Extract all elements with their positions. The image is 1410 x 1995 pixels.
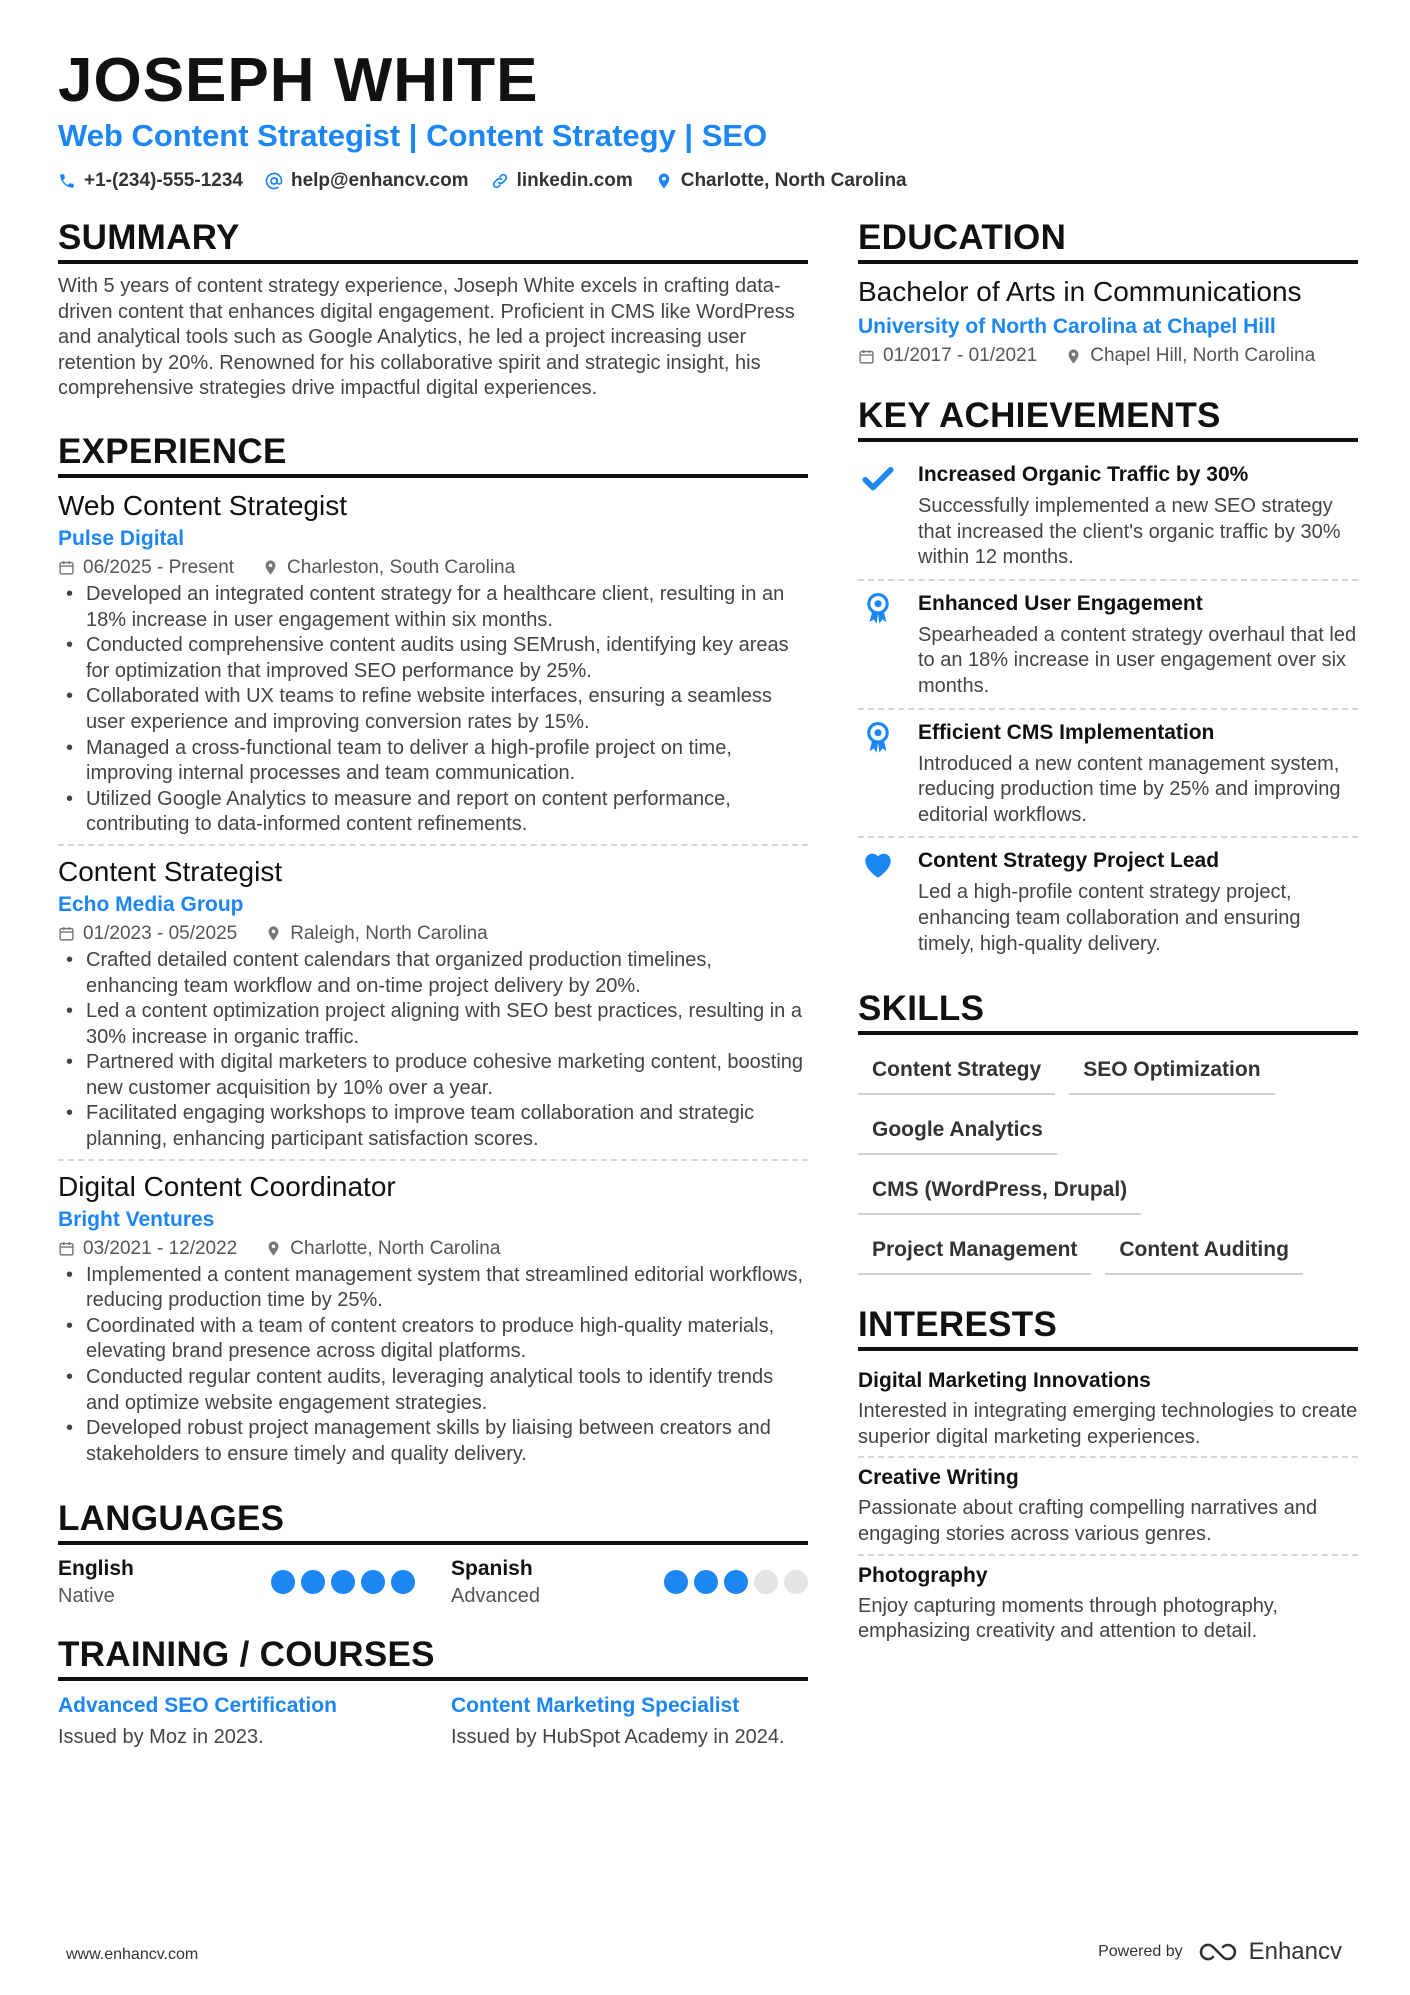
job-entry <box>58 488 808 846</box>
job-location <box>265 1235 500 1263</box>
location-icon <box>265 1240 282 1257</box>
training-section <box>58 1633 808 1751</box>
language-item <box>451 1555 808 1609</box>
footer-branding <box>1098 1938 1342 1966</box>
job-dates-text: 03/2021 - 12/2022 <box>83 1237 238 1259</box>
job-location <box>265 920 488 948</box>
skill-tag: CMS (WordPress, Drupal) <box>858 1169 1141 1215</box>
job-title: Content Strategist <box>58 855 283 887</box>
phone-icon <box>58 172 76 190</box>
skill-tag: Content Strategy <box>858 1049 1055 1095</box>
location-icon <box>655 172 673 190</box>
checkmark-icon <box>861 462 895 496</box>
education-section <box>858 216 1358 370</box>
language-rating <box>271 1570 415 1594</box>
language-name: English <box>58 1557 134 1581</box>
job-bullet: • Coordinated with a team of content creators to produce high-quality materials, elevating brand presence across digital platforms. <box>58 1314 808 1365</box>
job-dates <box>58 920 237 948</box>
job-dates-text: 01/2023 - 05/2025 <box>83 922 238 944</box>
calendar-icon <box>858 348 875 365</box>
achievement-title: Enhanced User Engagement <box>918 591 1203 615</box>
rating-dot <box>391 1570 415 1594</box>
skill-tag: Project Management <box>858 1229 1091 1275</box>
job-entry <box>58 854 808 1161</box>
skills-list <box>858 1045 1358 1275</box>
job-bullet: • Crafted detailed content calendars that organized production timelines, enhancing team workflow and on-time project delivery by 20%. <box>58 948 808 999</box>
rating-dot <box>724 1570 748 1594</box>
rating-dot <box>331 1570 355 1594</box>
interest-item <box>858 1556 1358 1651</box>
education-dates-text: 01/2017 - 01/2021 <box>883 345 1038 366</box>
job-bullet: • Developed robust project management skills by liaising between creators and stakeholders to ensure timely and quality delivery. <box>58 1416 808 1467</box>
job-company: Echo Media Group <box>58 892 244 916</box>
achievement-desc: Introduced a new content management system, reducing production time by 25% and improving editorial workflows. <box>918 752 1341 826</box>
achievement-item <box>858 581 1358 710</box>
interest-title: Digital Marketing Innovations <box>858 1369 1151 1393</box>
job-bullet: • Partnered with digital marketers to produce cohesive marketing content, boosting new customer acquisition by 10% over a year. <box>58 1050 808 1101</box>
education-title: EDUCATION <box>858 216 1358 264</box>
job-bullet: • Implemented a content management system that streamlined editorial workflows, reducing production time by 25%. <box>58 1263 808 1314</box>
skill-tag: Google Analytics <box>858 1109 1057 1155</box>
course-item <box>58 1691 415 1751</box>
skill-tag: SEO Optimization <box>1069 1049 1274 1095</box>
at-icon <box>265 172 283 190</box>
job-bullet: • Conducted regular content audits, leveraging analytical tools to identify trends and optimize website engagement strategies. <box>58 1365 808 1416</box>
achievement-desc: Led a high-profile content strategy project, enhancing team collaboration and ensuring timely, high-quality delivery. <box>918 881 1301 955</box>
job-bullet: • Utilized Google Analytics to measure and report on content performance, contributing to data-informed content refinements. <box>58 787 808 838</box>
language-item <box>58 1555 415 1609</box>
footer-website[interactable]: www.enhancv.com <box>66 1946 199 1963</box>
language-level: Native <box>58 1585 115 1608</box>
interests-title: INTERESTS <box>858 1303 1358 1351</box>
summary-text: With 5 years of content strategy experience, Joseph White excels in crafting data-driven content that enhances digital engagement. Proficient in CMS like WordPress and analytical tools such as Google Analytics, he led a project increasing user retention by 20%. Renowned for his collaborative spirit and strategic insight, his comprehensive strategies drive impactful digital experiences. <box>58 275 795 400</box>
powered-by-text: Powered by <box>1098 1943 1183 1960</box>
rating-dot <box>361 1570 385 1594</box>
education-dates <box>858 342 1037 370</box>
interest-item <box>858 1361 1358 1458</box>
left-column <box>58 216 808 1751</box>
rating-dot <box>301 1570 325 1594</box>
job-bullet: • Led a content optimization project aligning with SEO best practices, resulting in a 30% increase in organic traffic. <box>58 999 808 1050</box>
calendar-icon <box>58 559 75 576</box>
interest-title: Creative Writing <box>858 1466 1019 1490</box>
job-location <box>262 554 515 582</box>
degree: Bachelor of Arts in Communications <box>858 276 1302 307</box>
achievement-item <box>858 710 1358 839</box>
language-name: Spanish <box>451 1557 533 1581</box>
education-location <box>1065 342 1315 370</box>
job-bullet: • Conducted comprehensive content audits using SEMrush, identifying key areas for optimization that improved SEO performance by 25%. <box>58 633 808 684</box>
job-bullet: • Developed an integrated content strategy for a healthcare client, resulting in an 18% increase in user engagement within six months. <box>58 582 808 633</box>
job-meta <box>58 920 808 948</box>
interest-desc: Passionate about crafting compelling narratives and engaging stories across various genres. <box>858 1497 1318 1545</box>
job-title: Web Content Strategist <box>58 489 347 521</box>
job-location-text: Charleston, South Carolina <box>287 556 516 578</box>
achievement-title: Efficient CMS Implementation <box>918 720 1215 744</box>
contact-location-text: Charlotte, North Carolina <box>680 170 907 191</box>
job-dates-text: 06/2025 - Present <box>83 556 235 578</box>
course-item <box>451 1691 808 1751</box>
brand-name: Enhancv <box>1248 1938 1342 1965</box>
contact-linkedin[interactable] <box>491 168 633 194</box>
achievements-section <box>858 394 1358 965</box>
rating-dot <box>664 1570 688 1594</box>
rating-dot <box>784 1570 808 1594</box>
education-location-text: Chapel Hill, North Carolina <box>1090 345 1316 366</box>
interest-desc: Interested in integrating emerging technologies to create superior digital marketing experiences. <box>858 1400 1358 1448</box>
job-bullets <box>58 948 808 1153</box>
job-meta <box>58 1235 808 1263</box>
summary-section <box>58 216 808 402</box>
candidate-name: JOSEPH WHITE <box>58 46 539 115</box>
achievement-item <box>858 452 1358 581</box>
education-meta <box>858 342 1358 370</box>
training-list <box>58 1691 808 1751</box>
course-desc: Issued by HubSpot Academy in 2024. <box>451 1726 785 1749</box>
achievement-title: Increased Organic Traffic by 30% <box>918 463 1249 486</box>
contact-email[interactable] <box>265 168 469 194</box>
summary-title: SUMMARY <box>58 216 808 264</box>
award-ribbon-icon <box>861 720 895 754</box>
achievement-desc: Spearheaded a content strategy overhaul that led to an 18% increase in user engagement over six months. <box>918 623 1357 697</box>
course-title: Advanced SEO Certification <box>58 1694 337 1718</box>
achievement-item <box>858 838 1358 965</box>
calendar-icon <box>58 1240 75 1257</box>
experience-title: EXPERIENCE <box>58 430 808 478</box>
language-rating <box>664 1570 808 1594</box>
contact-phone[interactable] <box>58 168 243 194</box>
training-title: TRAINING / COURSES <box>58 1633 808 1681</box>
language-level: Advanced <box>451 1585 540 1608</box>
job-bullets <box>58 1263 808 1468</box>
interests-section <box>858 1303 1358 1651</box>
job-bullet: • Facilitated engaging workshops to improve team collaboration and strategic planning, enhancing participant satisfaction scores. <box>58 1101 808 1152</box>
location-icon <box>262 559 279 576</box>
skills-title: SKILLS <box>858 987 1358 1035</box>
job-bullet: • Managed a cross-functional team to deliver a high-profile project on time, improving internal processes and team communication. <box>58 736 808 787</box>
location-icon <box>265 925 282 942</box>
course-title: Content Marketing Specialist <box>451 1694 740 1718</box>
rating-dot <box>754 1570 778 1594</box>
job-meta <box>58 554 808 582</box>
interest-item <box>858 1458 1358 1555</box>
job-company: Pulse Digital <box>58 526 185 550</box>
calendar-icon <box>58 925 75 942</box>
experience-section <box>58 430 808 1473</box>
contact-email-text: help@enhancv.com <box>290 170 469 191</box>
interest-desc: Enjoy capturing moments through photography, emphasizing creativity and attention to detail. <box>858 1594 1278 1643</box>
job-dates <box>58 554 234 582</box>
job-title: Digital Content Coordinator <box>58 1170 396 1202</box>
school: University of North Carolina at Chapel Hill <box>858 315 1276 338</box>
languages-section <box>58 1497 808 1609</box>
languages-title: LANGUAGES <box>58 1497 808 1545</box>
job-dates <box>58 1235 237 1263</box>
languages-list <box>58 1555 808 1609</box>
job-company: Bright Ventures <box>58 1207 215 1231</box>
achievement-title: Content Strategy Project Lead <box>918 849 1220 873</box>
contact-location <box>655 168 907 194</box>
right-column <box>858 216 1358 1651</box>
skills-section <box>858 987 1358 1275</box>
achievements-title: KEY ACHIEVEMENTS <box>858 394 1358 442</box>
award-ribbon-icon <box>861 591 895 625</box>
job-location-text: Charlotte, North Carolina <box>290 1237 501 1259</box>
contact-phone-text: +1-(234)-555-1234 <box>84 170 243 191</box>
enhancv-logo-icon <box>1197 1940 1241 1964</box>
job-entry <box>58 1169 808 1474</box>
rating-dot <box>271 1570 295 1594</box>
course-desc: Issued by Moz in 2023. <box>58 1726 264 1749</box>
contact-bar <box>58 168 907 194</box>
interest-title: Photography <box>858 1563 988 1587</box>
job-location-text: Raleigh, North Carolina <box>290 922 488 944</box>
job-bullet: • Collaborated with UX teams to refine website interfaces, ensuring a seamless user experience and improving conversion rates by 15%. <box>58 684 808 735</box>
achievement-desc: Successfully implemented a new SEO strategy that increased the client's organic traffic by 30% within 12 months. <box>918 495 1341 569</box>
contact-linkedin-text: linkedin.com <box>516 170 633 191</box>
brand-logo[interactable] <box>1197 1938 1342 1966</box>
heart-icon <box>861 848 895 882</box>
location-icon <box>1065 348 1082 365</box>
candidate-headline: Web Content Strategist | Content Strategy | SEO <box>58 118 768 153</box>
job-bullets <box>58 582 808 838</box>
rating-dot <box>694 1570 718 1594</box>
link-icon <box>491 172 509 190</box>
skill-tag: Content Auditing <box>1105 1229 1303 1275</box>
